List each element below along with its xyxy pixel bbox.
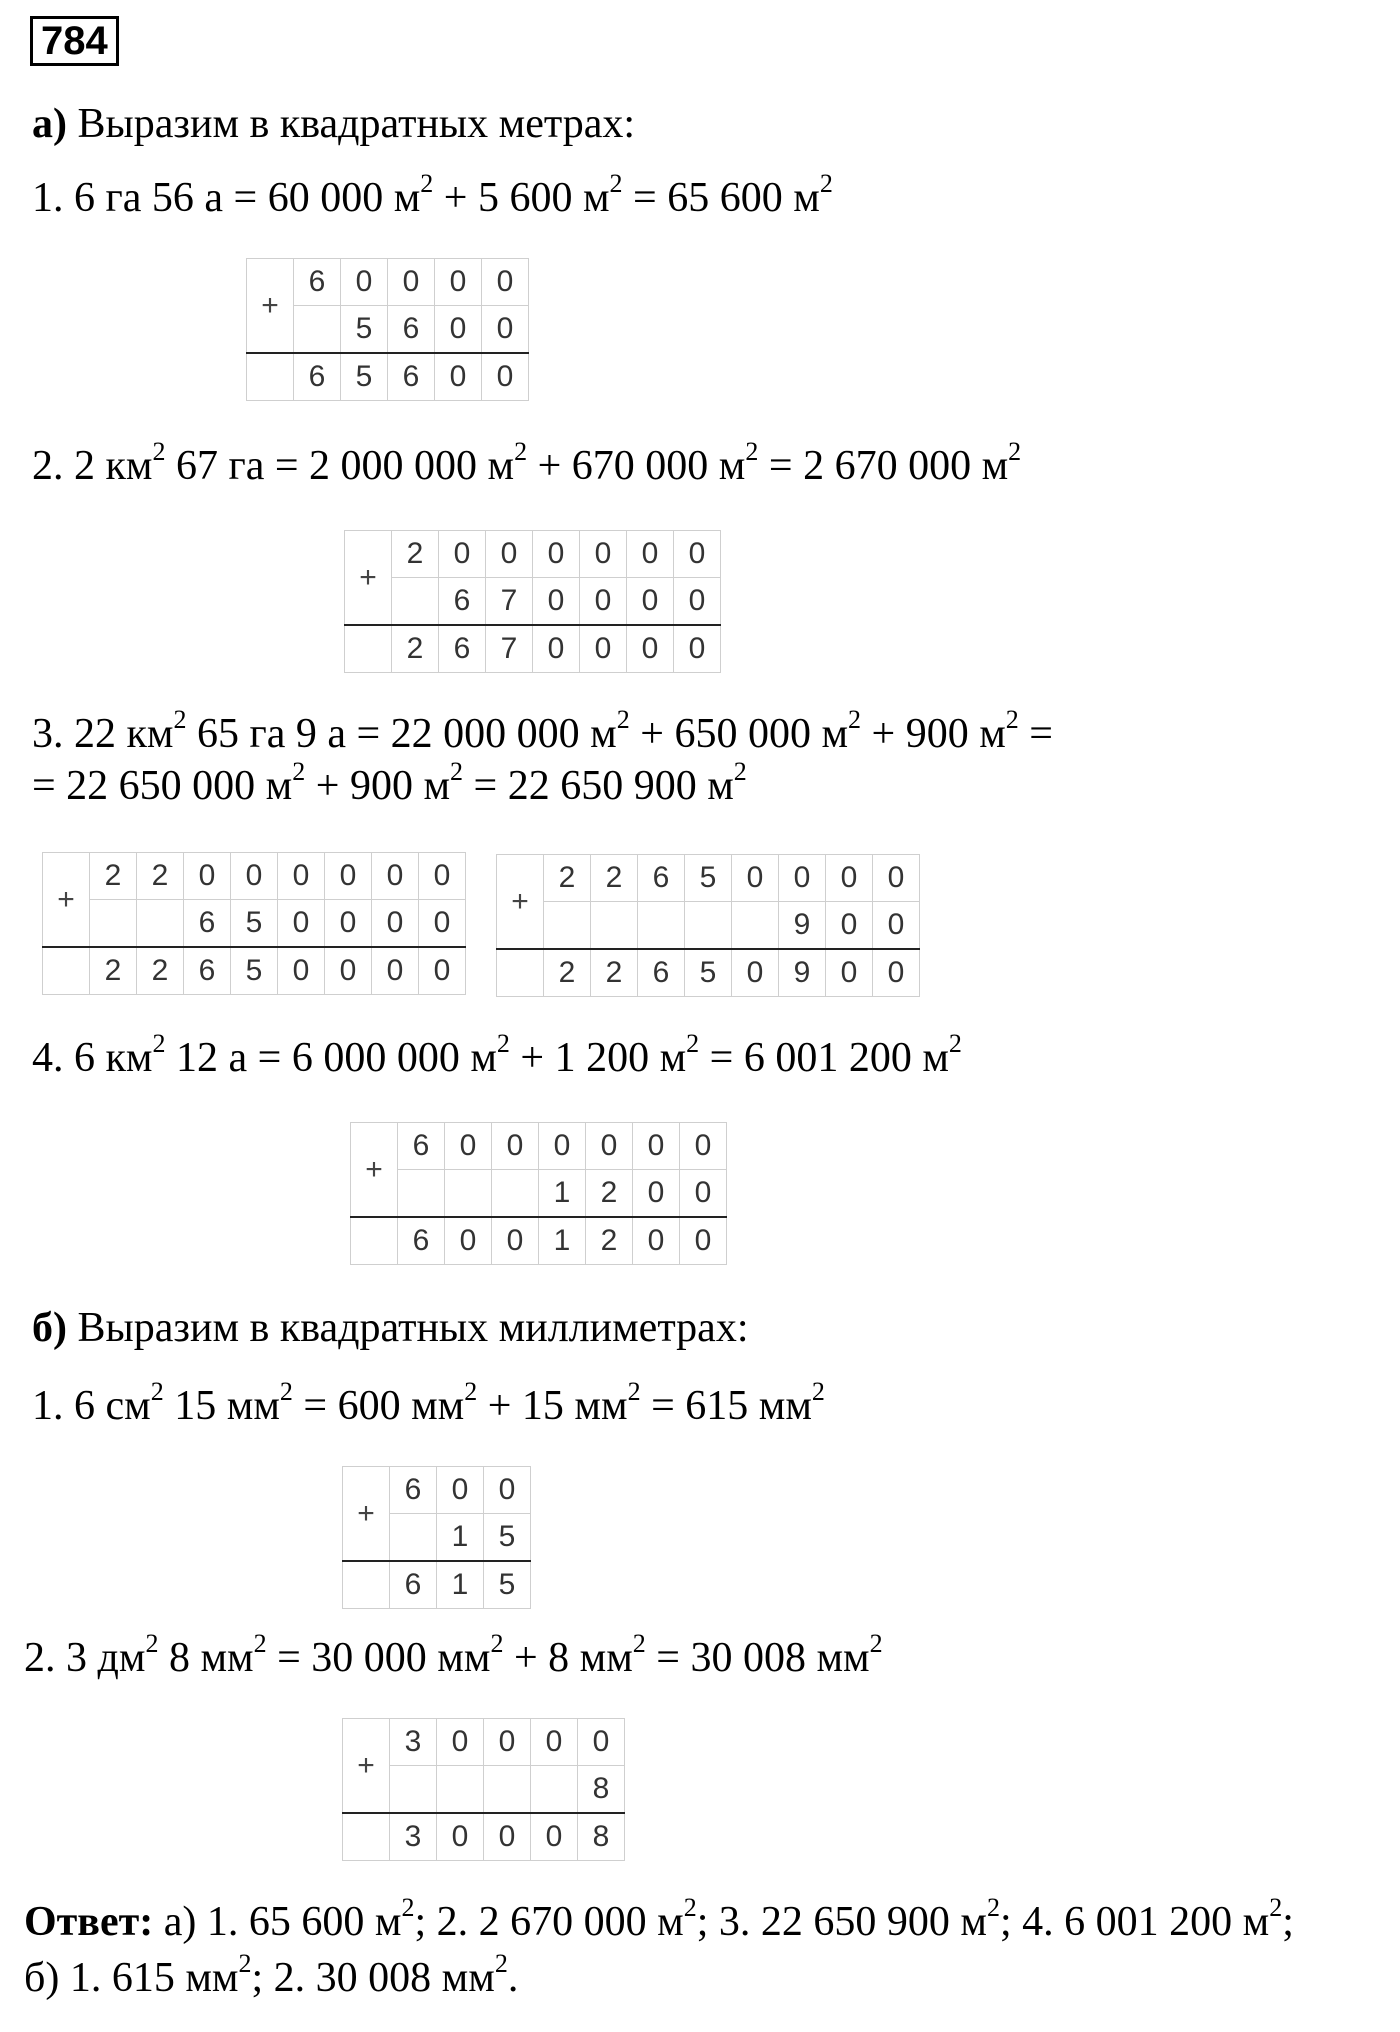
expression-text: ; 2. 30 008 мм [251, 1955, 495, 2001]
equation-a3 [32, 705, 1053, 760]
exponent: 2 [279, 1377, 293, 1406]
expression-text: 3. 22 км [32, 711, 174, 757]
digit-cell: 6 [638, 855, 685, 902]
digit-cell [732, 902, 779, 950]
expression-text: . [507, 1955, 519, 2001]
digit-cell [137, 900, 184, 948]
empty-cell [345, 625, 392, 673]
expression-text: + 5 600 м [433, 175, 610, 221]
digit-cell: 0 [372, 853, 419, 900]
exponent: 2 [152, 1029, 166, 1058]
expression-text: + 650 000 м [629, 711, 849, 757]
digit-cell [531, 1766, 578, 1814]
exponent: 2 [496, 1029, 510, 1058]
digit-cell: 5 [685, 949, 732, 997]
digit-cell: 0 [482, 353, 529, 401]
digit-cell: 0 [633, 1123, 680, 1170]
column-addition-a2 [344, 530, 721, 673]
expression-text: б) 1. 615 мм [24, 1955, 239, 2001]
expression-text: = 30 008 мм [645, 1635, 870, 1681]
expression-text: + 1 200 м [509, 1035, 687, 1081]
digit-cell: 2 [392, 625, 439, 673]
digit-cell: 3 [390, 1813, 437, 1861]
addend-row [247, 259, 529, 306]
digit-cell: 0 [779, 855, 826, 902]
digit-cell: 2 [586, 1217, 633, 1265]
addend-row [345, 531, 721, 578]
expression-text: = 30 000 мм [266, 1635, 491, 1681]
sum-row [43, 947, 466, 995]
expression-text: ; 3. 22 650 900 м [696, 1899, 987, 1945]
addend-row [343, 1719, 625, 1766]
equation-a1 [32, 169, 833, 224]
exponent: 2 [1005, 705, 1019, 734]
digit-cell: 7 [486, 578, 533, 626]
expression-text: ; 4. 6 001 200 м [999, 1899, 1270, 1945]
equation-b2 [24, 1629, 883, 1684]
digit-cell: 0 [419, 900, 466, 948]
digit-cell: 6 [184, 900, 231, 948]
expression-text: = 6 001 200 м [699, 1035, 949, 1081]
digit-cell: 0 [633, 1217, 680, 1265]
digit-cell: 8 [578, 1813, 625, 1861]
digit-cell: 0 [533, 625, 580, 673]
exponent: 2 [948, 1029, 962, 1058]
addend-row [351, 1170, 727, 1218]
exponent: 2 [150, 1377, 164, 1406]
digit-cell: 0 [439, 531, 486, 578]
digit-cell: 1 [539, 1217, 586, 1265]
exponent: 2 [632, 1629, 646, 1658]
digit-cell: 0 [533, 531, 580, 578]
digit-cell: 6 [439, 578, 486, 626]
exponent: 2 [292, 757, 306, 786]
digit-cell: 0 [278, 853, 325, 900]
digit-cell: 0 [482, 259, 529, 306]
digit-cell: 0 [437, 1719, 484, 1766]
digit-cell: 5 [484, 1514, 531, 1562]
digit-cell: 0 [437, 1467, 484, 1514]
digit-cell [390, 1766, 437, 1814]
sum-row [497, 949, 920, 997]
exponent: 2 [494, 1949, 508, 1978]
digit-cell: 0 [533, 578, 580, 626]
digit-cell: 0 [437, 1813, 484, 1861]
exponent: 2 [819, 169, 833, 198]
expression-text: 15 мм [163, 1383, 280, 1429]
equation-a2 [32, 437, 1022, 492]
digit-cell: 0 [826, 949, 873, 997]
part-a-heading [32, 98, 635, 150]
digit-cell: 0 [341, 259, 388, 306]
digit-cell: 0 [873, 855, 920, 902]
digit-cell: 6 [398, 1217, 445, 1265]
exponent: 2 [848, 705, 862, 734]
exponent: 2 [745, 437, 759, 466]
part-b-heading [32, 1302, 749, 1354]
digit-cell: 6 [398, 1123, 445, 1170]
exponent: 2 [450, 757, 464, 786]
sum-row [351, 1217, 727, 1265]
sum-row [343, 1561, 531, 1609]
digit-cell [294, 306, 341, 354]
expression-text: = 600 мм [292, 1383, 465, 1429]
column-addition-b1 [342, 1466, 531, 1609]
addend-row [343, 1467, 531, 1514]
digit-cell: 1 [437, 1561, 484, 1609]
digit-cell [392, 578, 439, 626]
digit-cell: 2 [544, 855, 591, 902]
digit-cell: 2 [90, 853, 137, 900]
digit-cell: 6 [388, 306, 435, 354]
digit-cell: 0 [633, 1170, 680, 1218]
digit-cell: 5 [341, 306, 388, 354]
digit-cell: 0 [388, 259, 435, 306]
digit-cell: 0 [484, 1467, 531, 1514]
exponent: 2 [733, 757, 747, 786]
exponent: 2 [253, 1629, 267, 1658]
digit-cell: 0 [231, 853, 278, 900]
exponent: 2 [238, 1949, 252, 1978]
empty-cell [343, 1561, 390, 1609]
exponent: 2 [616, 705, 630, 734]
expression-text: = 2 670 000 м [758, 443, 1009, 489]
digit-cell [591, 902, 638, 950]
expression-text: = 22 650 000 м [32, 763, 293, 809]
digit-cell: 0 [873, 949, 920, 997]
digit-cell: 2 [591, 949, 638, 997]
digit-cell: 0 [680, 1123, 727, 1170]
exponent: 2 [627, 1377, 641, 1406]
exponent: 2 [420, 169, 434, 198]
answer-line-2 [24, 1950, 518, 2006]
expression-text: = 65 600 м [622, 175, 820, 221]
digit-cell: 1 [437, 1514, 484, 1562]
addend-row [345, 578, 721, 626]
empty-cell [343, 1813, 390, 1861]
expression-text: 1. 6 га 56 а = 60 000 м [32, 175, 421, 221]
digit-cell: 0 [674, 578, 721, 626]
digit-cell [398, 1170, 445, 1218]
expression-text: 4. 6 км [32, 1035, 153, 1081]
addend-row [497, 855, 920, 902]
answer-line-1 [24, 1894, 1294, 1950]
plus-sign: + [343, 1719, 390, 1814]
digit-cell: 0 [531, 1719, 578, 1766]
addend-row [43, 900, 466, 948]
digit-cell [90, 900, 137, 948]
digit-cell: 0 [445, 1217, 492, 1265]
expression-text: + 670 000 м [527, 443, 746, 489]
digit-cell: 0 [184, 853, 231, 900]
empty-cell [43, 947, 90, 995]
digit-cell: 0 [826, 902, 873, 950]
digit-cell: 0 [580, 625, 627, 673]
digit-cell: 6 [294, 353, 341, 401]
equation-a3-continued [32, 757, 747, 812]
digit-cell [638, 902, 685, 950]
digit-cell: 5 [231, 947, 278, 995]
column-addition-b2 [342, 1718, 625, 1861]
digit-cell [445, 1170, 492, 1218]
task-number: 784 [30, 16, 119, 66]
digit-cell: 2 [392, 531, 439, 578]
digit-cell: 2 [137, 947, 184, 995]
expression-text: 2. 2 км [32, 443, 153, 489]
plus-sign: + [351, 1123, 398, 1218]
digit-cell: 0 [674, 625, 721, 673]
digit-cell: 0 [674, 531, 721, 578]
digit-cell: 0 [873, 902, 920, 950]
exponent: 2 [173, 705, 187, 734]
digit-cell [390, 1514, 437, 1562]
exponent: 2 [152, 437, 166, 466]
expression-text: + 900 м [305, 763, 451, 809]
part-b-label: б) [32, 1305, 67, 1351]
digit-cell: 0 [445, 1123, 492, 1170]
digit-cell: 0 [435, 259, 482, 306]
digit-cell: 2 [90, 947, 137, 995]
digit-cell: 5 [231, 900, 278, 948]
exponent: 2 [811, 1377, 825, 1406]
digit-cell: 0 [325, 853, 372, 900]
digit-cell: 2 [586, 1170, 633, 1218]
digit-cell: 0 [680, 1217, 727, 1265]
expression-text: 65 га 9 а = 22 000 000 м [186, 711, 617, 757]
digit-cell: 0 [372, 947, 419, 995]
digit-cell: 0 [419, 853, 466, 900]
digit-cell: 5 [341, 353, 388, 401]
expression-text: 1. 6 см [32, 1383, 151, 1429]
exponent: 2 [869, 1629, 883, 1658]
digit-cell: 0 [492, 1123, 539, 1170]
digit-cell: 6 [390, 1561, 437, 1609]
expression-text: = [1018, 711, 1053, 757]
digit-cell: 0 [826, 855, 873, 902]
digit-cell: 6 [388, 353, 435, 401]
plus-sign: + [497, 855, 544, 950]
empty-cell [351, 1217, 398, 1265]
digit-cell: 0 [492, 1217, 539, 1265]
digit-cell: 5 [685, 855, 732, 902]
digit-cell: 2 [591, 855, 638, 902]
digit-cell: 0 [278, 947, 325, 995]
expression-text: + 900 м [861, 711, 1006, 757]
exponent: 2 [1269, 1893, 1283, 1922]
digit-cell: 0 [419, 947, 466, 995]
expression-text: 67 га = 2 000 000 м [165, 443, 515, 489]
digit-cell: 0 [278, 900, 325, 948]
column-addition-a1 [246, 258, 529, 401]
exponent: 2 [609, 169, 623, 198]
exponent: 2 [514, 437, 528, 466]
expression-text: 8 мм [158, 1635, 254, 1681]
digit-cell: 0 [531, 1813, 578, 1861]
part-b-heading-text: Выразим в квадратных миллиметрах: [77, 1305, 749, 1351]
equation-a4 [32, 1029, 962, 1084]
expression-text: а) 1. 65 600 м [153, 1899, 402, 1945]
exponent: 2 [464, 1377, 478, 1406]
expression-text: + 15 мм [477, 1383, 628, 1429]
exponent: 2 [145, 1629, 159, 1658]
digit-cell: 0 [484, 1719, 531, 1766]
digit-cell: 0 [372, 900, 419, 948]
digit-cell: 3 [390, 1719, 437, 1766]
plus-sign: + [345, 531, 392, 626]
digit-cell [437, 1766, 484, 1814]
expression-text: 12 а = 6 000 000 м [165, 1035, 497, 1081]
digit-cell: 0 [484, 1813, 531, 1861]
exponent: 2 [686, 1029, 700, 1058]
digit-cell: 0 [627, 578, 674, 626]
digit-cell: 6 [390, 1467, 437, 1514]
empty-cell [497, 949, 544, 997]
part-a-heading-text: Выразим в квадратных метрах: [77, 101, 636, 147]
digit-cell [492, 1170, 539, 1218]
digit-cell: 0 [325, 900, 372, 948]
exponent: 2 [401, 1893, 415, 1922]
digit-cell: 6 [638, 949, 685, 997]
exponent: 2 [986, 1893, 1000, 1922]
addend-row [43, 853, 466, 900]
digit-cell: 0 [580, 531, 627, 578]
expression-text: ; [1282, 1899, 1294, 1945]
exponent: 2 [490, 1629, 504, 1658]
answer-label: Ответ: [24, 1899, 154, 1945]
plus-sign: + [343, 1467, 390, 1562]
digit-cell [484, 1766, 531, 1814]
column-addition-a3-second [496, 854, 920, 997]
sum-row [345, 625, 721, 673]
digit-cell: 0 [732, 949, 779, 997]
expression-text: + 8 мм [503, 1635, 633, 1681]
digit-cell: 0 [627, 625, 674, 673]
addend-row [351, 1123, 727, 1170]
digit-cell: 9 [779, 949, 826, 997]
digit-cell: 0 [578, 1719, 625, 1766]
digit-cell: 6 [184, 947, 231, 995]
digit-cell: 2 [544, 949, 591, 997]
addend-row [497, 902, 920, 950]
expression-text: ; 2. 2 670 000 м [414, 1899, 684, 1945]
digit-cell: 0 [627, 531, 674, 578]
plus-sign: + [43, 853, 90, 948]
exponent: 2 [1008, 437, 1022, 466]
column-addition-a3-first [42, 852, 466, 995]
digit-cell: 0 [482, 306, 529, 354]
digit-cell: 0 [732, 855, 779, 902]
exponent: 2 [683, 1893, 697, 1922]
part-a-label: а) [32, 101, 67, 147]
digit-cell: 0 [325, 947, 372, 995]
digit-cell: 6 [439, 625, 486, 673]
sum-row [247, 353, 529, 401]
answer-part-a [153, 1893, 1294, 1945]
digit-cell: 0 [539, 1123, 586, 1170]
digit-cell: 0 [435, 306, 482, 354]
digit-cell: 0 [680, 1170, 727, 1218]
digit-cell: 0 [435, 353, 482, 401]
equation-b1 [32, 1377, 825, 1432]
digit-cell: 9 [779, 902, 826, 950]
digit-cell [685, 902, 732, 950]
digit-cell: 2 [137, 853, 184, 900]
digit-cell: 7 [486, 625, 533, 673]
digit-cell: 0 [580, 578, 627, 626]
plus-sign: + [247, 259, 294, 354]
digit-cell: 6 [294, 259, 341, 306]
digit-cell: 0 [486, 531, 533, 578]
sum-row [343, 1813, 625, 1861]
digit-cell: 0 [586, 1123, 633, 1170]
digit-cell: 1 [539, 1170, 586, 1218]
empty-cell [247, 353, 294, 401]
digit-cell: 5 [484, 1561, 531, 1609]
column-addition-a4 [350, 1122, 727, 1265]
expression-text: = 615 мм [640, 1383, 812, 1429]
expression-text: 2. 3 дм [24, 1635, 146, 1681]
digit-cell: 8 [578, 1766, 625, 1814]
digit-cell [544, 902, 591, 950]
expression-text: = 22 650 900 м [463, 763, 734, 809]
